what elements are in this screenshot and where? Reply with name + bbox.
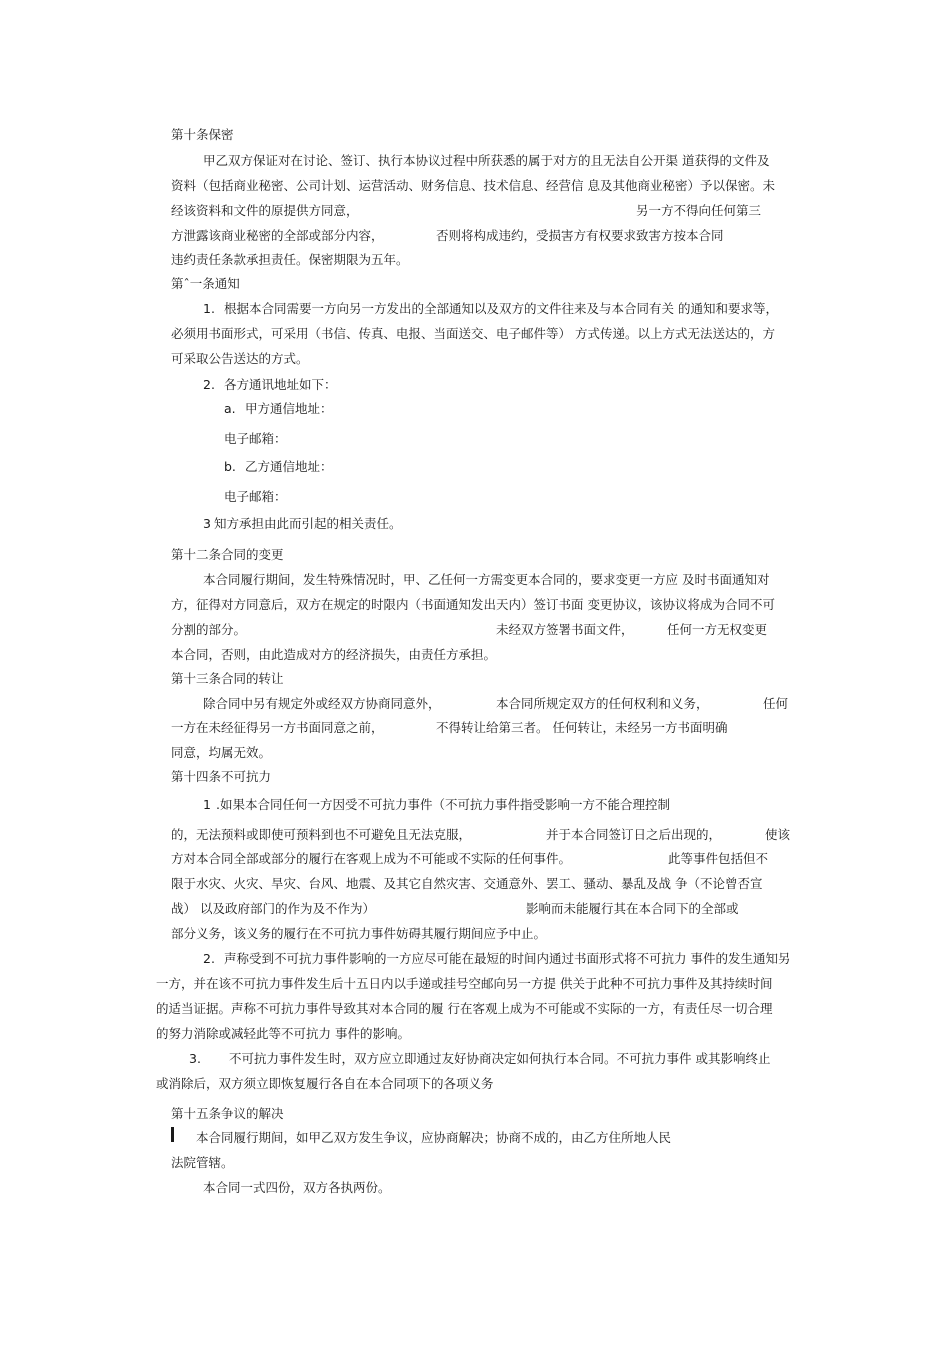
item-letter: b.	[224, 459, 236, 474]
text-segment: 甲方通信地址：	[245, 401, 333, 416]
text-segment: 声称受到不可抗力事件影响的一方应尽可能在最短的时间内通过书面形式将不可抗力 事件的发生通知另	[224, 951, 791, 966]
section-15-line: 本合同履行期间，如甲乙双方发生争议，应协商解决；协商不成的，由乙方住所地人民	[196, 1130, 672, 1145]
text-segment: 方对本合同全部或部分的履行在客观上成为不可能或不实际的任何事件。	[171, 851, 572, 866]
text-segment: 此等事件包括但不	[668, 851, 769, 866]
section-10-line: 资料（包括商业秘密、公司计划、运营活动、财务信息、技术信息、经营信 息及其他商业秘密）予以保密。未	[171, 178, 775, 193]
item-number: 1	[203, 797, 211, 812]
section-15-title: 第十五条争议的解决	[171, 1106, 284, 1121]
section-10-title: 第十条保密	[171, 127, 234, 142]
section-12-title: 第十二条合同的变更	[171, 547, 284, 562]
text-segment: 使该	[765, 827, 791, 842]
text-segment: 并于本合同签订日之后出现的，	[546, 827, 722, 842]
text-segment: 不可抗力事件发生时，双方应立即通过友好协商决定如何执行本合同。不可抗力事件 或其影响终止	[229, 1051, 771, 1066]
section-12-line: 本合同，否则，由此造成对方的经济损失，由责任方承担。	[171, 647, 497, 662]
text-segment: 各方通讯地址如下：	[224, 377, 337, 392]
text-segment: 任何一方无权变更	[667, 622, 768, 637]
item-number: 3	[203, 516, 211, 531]
text-segment: 的，无法预料或即使可预料到也不可避免且无法克服，	[171, 827, 472, 842]
item-number: 2.	[203, 951, 215, 966]
item-number: 2.	[203, 377, 215, 392]
email-line-a: 电子邮箱：	[224, 431, 287, 446]
text-segment: 战） 以及政府部门的作为及不作为）	[171, 901, 375, 916]
section-12-line: 本合同履行期间，发生特殊情况时，甲、乙任何一方需变更本合同的，要求变更一方应 及时书面通知对	[203, 572, 770, 587]
section-11-line: 可采取公告送达的方式。	[171, 351, 309, 366]
text-segment: 根据本合同需要一方向另一方发出的全部通知以及双方的文件往来及与本合同有关 的通知和要求等，	[224, 301, 778, 316]
section-11-title: 第ˆ一条通知	[171, 276, 240, 291]
section-10-line: 违约责任条款承担责任。保密期限为五年。	[171, 252, 409, 267]
text-segment: 本合同所规定双方的任何权利和义务，	[496, 696, 709, 711]
section-14-line: 部分义务，该义务的履行在不可抗力事件妨碍其履行期间应予中止。	[171, 926, 547, 941]
text-segment: .如果本合同任何一方因受不可抗力事件（不可抗力事件指受影响一方不能合理控制	[216, 797, 670, 812]
text-segment: 另一方不得向任何第三	[636, 203, 762, 218]
text-cursor-mark	[171, 1127, 174, 1142]
text-segment: 一方在未经征得另一方书面同意之前，	[171, 720, 384, 735]
item-letter: a.	[224, 401, 236, 416]
text-segment: 除合同中另有规定外或经双方协商同意外，	[203, 696, 441, 711]
item-number: 1.	[203, 301, 215, 316]
email-line-b: 电子邮箱：	[224, 489, 287, 504]
text-segment: 知方承担由此而引起的相关责任。	[214, 516, 402, 531]
section-13-line: 同意，均属无效。	[171, 745, 272, 760]
section-14-line: 或消除后，双方须立即恢复履行各自在本合同项下的各项义务	[156, 1076, 494, 1091]
section-12-line: 方，征得对方同意后，双方在规定的时限内（书面通知发出天内）签订书面 变更协议，该协议将成为合同不可	[171, 597, 775, 612]
item-number: 3.	[189, 1051, 201, 1066]
text-segment: 乙方通信地址：	[245, 459, 333, 474]
section-14-line: 限于水灾、火灾、旱灾、台风、地震、及其它自然灾害、交通意外、罢工、骚动、暴乱及战 争（不论曾否宣	[171, 876, 763, 891]
text-segment: 不得转让给第三者。 任何转让，未经另一方书面明确	[436, 720, 728, 735]
section-14-line: 一方，并在该不可抗力事件发生后十五日内以手递或挂号空邮向另一方提 供关于此种不可抗力事件及其持续时间	[156, 976, 773, 991]
section-11-line: 必须用书面形式，可采用（书信、传真、电报、当面送交、电子邮件等） 方式传递。以上方式无法送达的，方	[171, 326, 775, 341]
text-segment: 未经双方签署书面文件，	[496, 622, 634, 637]
text-segment: 影响而未能履行其在本合同下的全部或	[526, 901, 739, 916]
section-13-title: 第十三条合同的转让	[171, 671, 284, 686]
section-14-line: 的适当证据。声称不可抗力事件导致其对本合同的履 行在客观上成为不可能或不实际的一方，有责任尽一切合理	[156, 1001, 773, 1016]
section-15-line: 本合同一式四份，双方各执两份。	[203, 1180, 391, 1195]
text-segment: 任何	[763, 696, 789, 711]
section-14-line: 的努力消除或减轻此等不可抗力 事件的影响。	[156, 1026, 410, 1041]
text-segment: 分割的部分。	[171, 622, 247, 637]
text-segment: 否则将构成违约，受损害方有权要求致害方按本合同	[436, 228, 724, 243]
text-segment: 方泄露该商业秘密的全部或部分内容，	[171, 228, 384, 243]
section-10-line: 甲乙双方保证对在讨论、签订、执行本协议过程中所获悉的属于对方的且无法自公开渠 道获得的文件及	[203, 153, 770, 168]
section-14-title: 第十四条不可抗力	[171, 769, 272, 784]
section-15-line: 法院管辖。	[171, 1155, 234, 1170]
text-segment: 经该资料和文件的原提供方同意，	[171, 203, 359, 218]
